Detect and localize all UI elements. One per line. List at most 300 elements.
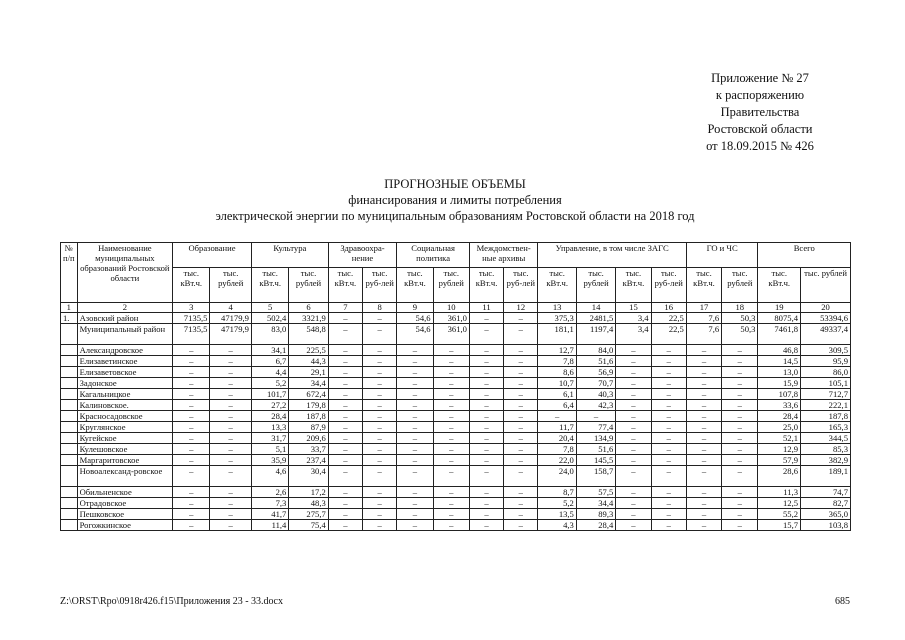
table-row bbox=[61, 509, 851, 520]
row-value: – bbox=[363, 324, 397, 345]
row-value: – bbox=[469, 313, 503, 324]
row-value: 70,7 bbox=[576, 378, 615, 389]
row-value: 47179,9 bbox=[210, 324, 252, 345]
header-unit: тыс. кВт.ч. bbox=[758, 268, 801, 303]
row-value: – bbox=[210, 356, 252, 367]
header-column-number: 16 bbox=[651, 303, 686, 313]
row-value: – bbox=[328, 509, 362, 520]
table-row bbox=[61, 444, 851, 455]
row-value: 57,9 bbox=[758, 455, 801, 466]
row-value: 53394,6 bbox=[801, 313, 851, 324]
row-value: 1197,4 bbox=[576, 324, 615, 345]
row-value: – bbox=[363, 455, 397, 466]
header-group: Социальная политика bbox=[397, 243, 470, 268]
row-value: – bbox=[210, 367, 252, 378]
table-row bbox=[61, 466, 851, 487]
header-column-number: 18 bbox=[722, 303, 758, 313]
row-value: – bbox=[173, 509, 210, 520]
row-value: – bbox=[686, 444, 721, 455]
row-value: – bbox=[651, 356, 686, 367]
row-value: – bbox=[651, 389, 686, 400]
header-group-row bbox=[61, 243, 851, 268]
row-value: – bbox=[722, 378, 758, 389]
row-value: – bbox=[210, 378, 252, 389]
row-value: 42,3 bbox=[576, 400, 615, 411]
row-value: – bbox=[576, 411, 615, 422]
row-value: – bbox=[504, 466, 538, 487]
row-name: Рогожкинское bbox=[77, 520, 172, 531]
header-unit: тыс. рублей bbox=[433, 268, 469, 303]
row-value: – bbox=[397, 378, 433, 389]
row-value: – bbox=[173, 389, 210, 400]
row-value: 361,0 bbox=[433, 313, 469, 324]
header-unit: тыс. рублей bbox=[801, 268, 851, 303]
row-value: 502,4 bbox=[251, 313, 288, 324]
row-value: – bbox=[469, 389, 503, 400]
row-value: – bbox=[469, 356, 503, 367]
row-value: – bbox=[210, 520, 252, 531]
row-value: 187,8 bbox=[289, 411, 328, 422]
row-value: 7,6 bbox=[686, 324, 721, 345]
row-value: – bbox=[504, 389, 538, 400]
row-value: 28,4 bbox=[251, 411, 288, 422]
row-value: – bbox=[686, 389, 721, 400]
row-value: – bbox=[363, 433, 397, 444]
header-unit: тыс. рублей bbox=[576, 268, 615, 303]
row-value: 15,9 bbox=[758, 378, 801, 389]
row-value: – bbox=[328, 313, 362, 324]
row-value: – bbox=[469, 400, 503, 411]
row-value: – bbox=[616, 520, 651, 531]
row-value: 712,7 bbox=[801, 389, 851, 400]
row-name: Елизаветинское bbox=[77, 356, 172, 367]
row-value: – bbox=[722, 389, 758, 400]
row-value: – bbox=[433, 345, 469, 356]
row-value: – bbox=[616, 411, 651, 422]
row-name: Кулешовское bbox=[77, 444, 172, 455]
row-value: – bbox=[616, 455, 651, 466]
row-value: – bbox=[722, 455, 758, 466]
row-value: – bbox=[328, 433, 362, 444]
row-value: – bbox=[686, 520, 721, 531]
row-value: 4,6 bbox=[251, 466, 288, 487]
row-value: – bbox=[686, 411, 721, 422]
row-value: 85,3 bbox=[801, 444, 851, 455]
row-value: – bbox=[504, 509, 538, 520]
row-value: – bbox=[469, 455, 503, 466]
row-value: 11,4 bbox=[251, 520, 288, 531]
row-value: – bbox=[173, 444, 210, 455]
header-group: Междомствен-ные архивы bbox=[469, 243, 538, 268]
row-value: 187,8 bbox=[801, 411, 851, 422]
row-value: – bbox=[469, 345, 503, 356]
row-value: 29,1 bbox=[289, 367, 328, 378]
row-number bbox=[61, 455, 78, 466]
row-name: Красносадовское bbox=[77, 411, 172, 422]
row-value: 189,1 bbox=[801, 466, 851, 487]
row-value: – bbox=[433, 378, 469, 389]
row-value: – bbox=[397, 367, 433, 378]
row-value: 6,4 bbox=[538, 400, 576, 411]
row-value: – bbox=[363, 367, 397, 378]
row-value: – bbox=[210, 509, 252, 520]
row-value: – bbox=[173, 422, 210, 433]
table-row bbox=[61, 455, 851, 466]
row-value: – bbox=[651, 444, 686, 455]
row-value: – bbox=[173, 400, 210, 411]
title-line-2: финансирования и лимиты потребления bbox=[348, 193, 562, 207]
row-value: – bbox=[433, 433, 469, 444]
row-value: – bbox=[210, 400, 252, 411]
row-value: 7,8 bbox=[538, 444, 576, 455]
row-value: – bbox=[722, 356, 758, 367]
row-value: – bbox=[469, 378, 503, 389]
row-value: 34,4 bbox=[576, 498, 615, 509]
header-group: Здравоохра-нение bbox=[328, 243, 397, 268]
header-unit: тыс. руб-лей bbox=[651, 268, 686, 303]
table-row bbox=[61, 487, 851, 498]
row-number bbox=[61, 444, 78, 455]
row-value: 14,5 bbox=[758, 356, 801, 367]
row-name: Маргаритовское bbox=[77, 455, 172, 466]
row-value: – bbox=[433, 389, 469, 400]
row-value: – bbox=[173, 498, 210, 509]
row-value: – bbox=[433, 444, 469, 455]
row-value: – bbox=[328, 389, 362, 400]
row-value: – bbox=[433, 509, 469, 520]
row-value: – bbox=[686, 345, 721, 356]
row-value: – bbox=[616, 498, 651, 509]
row-value: – bbox=[504, 487, 538, 498]
row-value: – bbox=[173, 433, 210, 444]
header-unit: тыс. кВт.ч. bbox=[173, 268, 210, 303]
row-value: – bbox=[397, 498, 433, 509]
row-value: 20,4 bbox=[538, 433, 576, 444]
row-value: – bbox=[504, 422, 538, 433]
row-number bbox=[61, 324, 78, 345]
header-units-row bbox=[61, 268, 851, 303]
row-value: 225,5 bbox=[289, 345, 328, 356]
title-line-1: ПРОГНОЗНЫЕ ОБЪЕМЫ bbox=[384, 177, 526, 191]
row-value: 25,0 bbox=[758, 422, 801, 433]
header-unit: тыс. кВт.ч. bbox=[686, 268, 721, 303]
row-value: 12,5 bbox=[758, 498, 801, 509]
row-value: – bbox=[397, 389, 433, 400]
row-name: Кагальницкое bbox=[77, 389, 172, 400]
row-value: – bbox=[328, 487, 362, 498]
table-row bbox=[61, 400, 851, 411]
row-value: – bbox=[363, 313, 397, 324]
row-number bbox=[61, 433, 78, 444]
row-value: – bbox=[686, 498, 721, 509]
row-number bbox=[61, 378, 78, 389]
row-value: 84,0 bbox=[576, 345, 615, 356]
row-value: – bbox=[722, 367, 758, 378]
row-value: – bbox=[397, 455, 433, 466]
row-value: – bbox=[210, 411, 252, 422]
row-value: 52,1 bbox=[758, 433, 801, 444]
row-value: 13,0 bbox=[758, 367, 801, 378]
row-value: – bbox=[328, 345, 362, 356]
row-value: – bbox=[616, 400, 651, 411]
row-value: – bbox=[504, 356, 538, 367]
row-value: – bbox=[328, 455, 362, 466]
header-unit: тыс. кВт.ч. bbox=[397, 268, 433, 303]
row-value: 134,9 bbox=[576, 433, 615, 444]
row-value: – bbox=[616, 389, 651, 400]
row-value: 35,9 bbox=[251, 455, 288, 466]
row-value: – bbox=[433, 400, 469, 411]
row-value: 49337,4 bbox=[801, 324, 851, 345]
row-value: 51,6 bbox=[576, 356, 615, 367]
row-value: – bbox=[328, 400, 362, 411]
row-value: 165,3 bbox=[801, 422, 851, 433]
row-value: 40,3 bbox=[576, 389, 615, 400]
row-value: 54,6 bbox=[397, 324, 433, 345]
row-value: 95,9 bbox=[801, 356, 851, 367]
header-column-number: 1 bbox=[61, 303, 78, 313]
row-value: – bbox=[722, 345, 758, 356]
row-name: Новоалександ-ровское bbox=[77, 466, 172, 487]
row-value: – bbox=[328, 498, 362, 509]
row-value: – bbox=[651, 520, 686, 531]
data-table bbox=[60, 242, 851, 531]
row-value: – bbox=[722, 400, 758, 411]
row-value: 31,7 bbox=[251, 433, 288, 444]
row-value: – bbox=[433, 411, 469, 422]
row-value: – bbox=[616, 433, 651, 444]
row-value: – bbox=[538, 411, 576, 422]
row-value: – bbox=[616, 356, 651, 367]
document-title bbox=[60, 176, 850, 224]
row-value: 47179,9 bbox=[210, 313, 252, 324]
row-value: – bbox=[616, 466, 651, 487]
header-column-number: 10 bbox=[433, 303, 469, 313]
appendix-line: от 18.09.2015 № 426 bbox=[706, 139, 814, 153]
row-value: – bbox=[686, 400, 721, 411]
row-value: – bbox=[722, 411, 758, 422]
row-value: 382,9 bbox=[801, 455, 851, 466]
row-value: – bbox=[722, 487, 758, 498]
row-value: 4,3 bbox=[538, 520, 576, 531]
row-value: – bbox=[722, 498, 758, 509]
header-column-number: 17 bbox=[686, 303, 721, 313]
row-value: – bbox=[722, 466, 758, 487]
row-value: 44,3 bbox=[289, 356, 328, 367]
row-value: 8,6 bbox=[538, 367, 576, 378]
row-value: – bbox=[469, 422, 503, 433]
row-value: 75,4 bbox=[289, 520, 328, 531]
row-number bbox=[61, 422, 78, 433]
row-value: – bbox=[504, 433, 538, 444]
row-value: – bbox=[686, 466, 721, 487]
row-value: – bbox=[210, 389, 252, 400]
row-value: – bbox=[210, 433, 252, 444]
row-value: – bbox=[328, 367, 362, 378]
row-value: 11,3 bbox=[758, 487, 801, 498]
row-number bbox=[61, 466, 78, 487]
row-value: 50,3 bbox=[722, 313, 758, 324]
row-value: 82,7 bbox=[801, 498, 851, 509]
row-value: – bbox=[469, 487, 503, 498]
row-number bbox=[61, 389, 78, 400]
row-name: Елизаветовское bbox=[77, 367, 172, 378]
row-value: – bbox=[363, 520, 397, 531]
header-column-number: 15 bbox=[616, 303, 651, 313]
row-value: 103,8 bbox=[801, 520, 851, 531]
row-value: 8075,4 bbox=[758, 313, 801, 324]
row-value: – bbox=[686, 356, 721, 367]
row-value: – bbox=[433, 487, 469, 498]
row-value: – bbox=[433, 466, 469, 487]
row-name: Пешковское bbox=[77, 509, 172, 520]
row-value: 13,3 bbox=[251, 422, 288, 433]
row-value: – bbox=[397, 466, 433, 487]
table-row bbox=[61, 345, 851, 356]
row-value: – bbox=[210, 345, 252, 356]
row-value: – bbox=[616, 367, 651, 378]
row-value: 12,9 bbox=[758, 444, 801, 455]
footer-file-path: Z:\ORST\Rpo\0918r426.f15\Приложения 23 - 33.docx bbox=[60, 596, 283, 607]
row-value: – bbox=[616, 487, 651, 498]
row-value: 105,1 bbox=[801, 378, 851, 389]
row-value: 6,7 bbox=[251, 356, 288, 367]
row-value: 7135,5 bbox=[173, 324, 210, 345]
row-value: – bbox=[328, 422, 362, 433]
row-value: 4,4 bbox=[251, 367, 288, 378]
row-value: – bbox=[173, 356, 210, 367]
row-value: – bbox=[469, 324, 503, 345]
row-value: – bbox=[210, 487, 252, 498]
table-row bbox=[61, 422, 851, 433]
row-number bbox=[61, 356, 78, 367]
row-value: 28,4 bbox=[576, 520, 615, 531]
row-name: Калиновское. bbox=[77, 400, 172, 411]
row-value: – bbox=[210, 444, 252, 455]
row-value: – bbox=[651, 455, 686, 466]
row-value: – bbox=[397, 356, 433, 367]
row-value: 24,0 bbox=[538, 466, 576, 487]
row-value: 222,1 bbox=[801, 400, 851, 411]
table-row bbox=[61, 378, 851, 389]
row-value: – bbox=[504, 520, 538, 531]
appendix-line: Ростовской области bbox=[707, 122, 813, 136]
row-value: – bbox=[173, 411, 210, 422]
row-value: – bbox=[433, 422, 469, 433]
row-name: Кугейское bbox=[77, 433, 172, 444]
row-number bbox=[61, 345, 78, 356]
row-value: 54,6 bbox=[397, 313, 433, 324]
header-column-number: 3 bbox=[173, 303, 210, 313]
row-value: – bbox=[651, 466, 686, 487]
row-value: – bbox=[651, 400, 686, 411]
row-value: – bbox=[210, 466, 252, 487]
row-value: 12,7 bbox=[538, 345, 576, 356]
appendix-line: к распоряжению bbox=[715, 88, 805, 102]
row-value: – bbox=[397, 433, 433, 444]
row-value: – bbox=[363, 444, 397, 455]
table-row bbox=[61, 433, 851, 444]
table-row bbox=[61, 498, 851, 509]
row-value: – bbox=[328, 356, 362, 367]
row-value: – bbox=[173, 520, 210, 531]
row-value: 10,7 bbox=[538, 378, 576, 389]
row-value: – bbox=[363, 487, 397, 498]
row-value: – bbox=[328, 324, 362, 345]
row-value: 28,4 bbox=[758, 411, 801, 422]
table-row bbox=[61, 389, 851, 400]
table-row bbox=[61, 313, 851, 324]
row-number bbox=[61, 509, 78, 520]
table-row bbox=[61, 324, 851, 345]
row-value: 158,7 bbox=[576, 466, 615, 487]
row-value: 375,3 bbox=[538, 313, 576, 324]
row-value: – bbox=[397, 444, 433, 455]
table-row bbox=[61, 411, 851, 422]
row-value: 3,4 bbox=[616, 324, 651, 345]
row-value: 6,1 bbox=[538, 389, 576, 400]
header-unit: тыс. рублей bbox=[722, 268, 758, 303]
row-value: – bbox=[397, 411, 433, 422]
row-value: – bbox=[433, 498, 469, 509]
row-value: 11,7 bbox=[538, 422, 576, 433]
row-value: – bbox=[469, 498, 503, 509]
row-name: Муниципальный район bbox=[77, 324, 172, 345]
row-value: – bbox=[210, 455, 252, 466]
row-value: – bbox=[397, 520, 433, 531]
row-value: – bbox=[469, 367, 503, 378]
row-value: 87,9 bbox=[289, 422, 328, 433]
row-value: – bbox=[363, 400, 397, 411]
table-row bbox=[61, 367, 851, 378]
header-column-number: 19 bbox=[758, 303, 801, 313]
row-value: 107,8 bbox=[758, 389, 801, 400]
row-value: 15,7 bbox=[758, 520, 801, 531]
row-value: – bbox=[363, 509, 397, 520]
appendix-line: Правительства bbox=[720, 105, 800, 119]
row-value: 89,3 bbox=[576, 509, 615, 520]
row-value: 145,5 bbox=[576, 455, 615, 466]
row-value: 86,0 bbox=[801, 367, 851, 378]
row-value: 83,0 bbox=[251, 324, 288, 345]
row-value: – bbox=[210, 498, 252, 509]
row-value: – bbox=[686, 487, 721, 498]
row-value: 2,6 bbox=[251, 487, 288, 498]
footer-page-number: 685 bbox=[835, 596, 850, 607]
row-value: – bbox=[173, 466, 210, 487]
row-value: – bbox=[651, 498, 686, 509]
row-value: – bbox=[686, 433, 721, 444]
row-value: 5,1 bbox=[251, 444, 288, 455]
row-value: – bbox=[504, 455, 538, 466]
row-value: 7135,5 bbox=[173, 313, 210, 324]
row-value: – bbox=[651, 422, 686, 433]
row-value: – bbox=[722, 444, 758, 455]
row-value: – bbox=[504, 498, 538, 509]
row-name: Обильненское bbox=[77, 487, 172, 498]
row-name: Круглянское bbox=[77, 422, 172, 433]
row-value: – bbox=[651, 433, 686, 444]
row-value: 209,6 bbox=[289, 433, 328, 444]
row-value: – bbox=[210, 422, 252, 433]
row-value: 5,2 bbox=[251, 378, 288, 389]
row-value: – bbox=[686, 455, 721, 466]
header-column-number: 6 bbox=[289, 303, 328, 313]
row-value: 51,6 bbox=[576, 444, 615, 455]
header-column-number: 14 bbox=[576, 303, 615, 313]
row-value: – bbox=[686, 422, 721, 433]
row-value: 5,2 bbox=[538, 498, 576, 509]
